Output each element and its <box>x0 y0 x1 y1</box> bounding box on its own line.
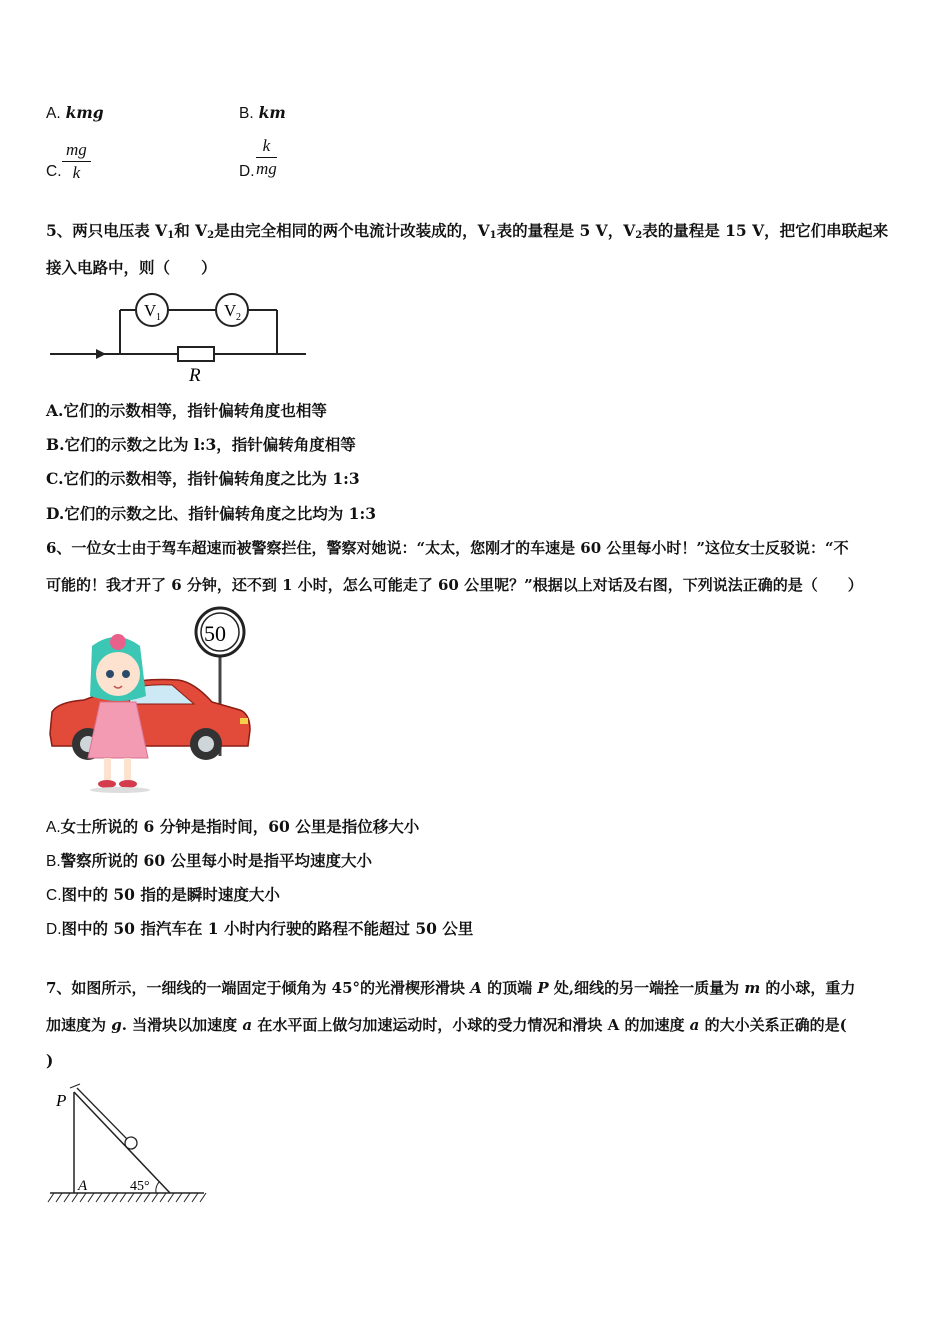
q7-wedge-diagram <box>46 1080 211 1210</box>
q6-illustration <box>44 606 254 798</box>
ball-icon <box>125 1137 137 1149</box>
fraction-denominator: mg <box>256 159 277 178</box>
option-value: km <box>258 103 286 122</box>
q5-option-a: A.它们的示数相等，指针偏转角度也相等 <box>46 401 327 420</box>
option-label: B. <box>239 105 254 122</box>
q4-option-c-label: C. <box>46 163 62 180</box>
q5-option-c: C.它们的示数相等，指针偏转角度之比为 1:3 <box>46 469 360 488</box>
v1-subscript: 1 <box>156 312 161 323</box>
label-p: P <box>56 1091 67 1110</box>
v2-subscript: 2 <box>236 312 241 323</box>
q6-option-d: D.图中的 50 指汽车在 1 小时内行驶的路程不能超过 50 公里 <box>46 919 474 938</box>
q7-stem-line1: 7、如图所示，一细线的一端固定于倾角为 45°的光滑楔形滑块 A 的顶端 P 处,细线的另一端拴一质量为 m 的小球，重力 <box>46 979 856 997</box>
option-value: kmg <box>65 103 104 122</box>
q7-stem-line3: ) <box>46 1051 54 1070</box>
q6-stem-line2: 可能的！我才开了 6 分钟，还不到 1 小时，怎么可能走了 60 公里呢？”根据以上对话及右图，下列说法正确的是（ ） <box>46 576 863 594</box>
q4-option-d-label: D. <box>239 163 255 180</box>
speed-sign-value: 50 <box>204 621 226 646</box>
v2-label: V <box>224 301 237 320</box>
v1-label: V <box>144 301 157 320</box>
resistor-label: R <box>189 365 201 386</box>
q6-stem-line1: 6、一位女士由于驾车超速而被警察拦住，警察对她说：“太太，您刚才的车速是 60 公里每小时！”这位女士反驳说：“不 <box>46 539 849 557</box>
q5-circuit-diagram <box>46 288 316 388</box>
label-a: A <box>78 1178 88 1194</box>
q5-stem-line2: 接入电路中，则（ ） <box>46 258 217 277</box>
q6-option-b: B.警察所说的 60 公里每小时是指平均速度大小 <box>46 851 373 870</box>
fraction-denominator: k <box>72 163 81 182</box>
fraction-numerator: mg <box>62 140 91 162</box>
q7-stem-line2: 加速度为 g. 当滑块以加速度 a 在水平面上做匀加速运动时，小球的受力情况和滑块 A 的加速度 a 的大小关系正确的是( <box>46 1016 847 1034</box>
q5-option-b: B.它们的示数之比为 l:3，指针偏转角度相等 <box>46 435 356 454</box>
q4-option-c-fraction <box>62 140 91 183</box>
label-angle: 45° <box>130 1179 150 1194</box>
q5-stem-line1: 5、两只电压表 $V_1$和 $V_2$是由完全相同的两个电流计改装成的，$V_1$表的量程是 5 V，$V_2$表的量程是 15 V，把它们串联起来 <box>46 221 889 241</box>
fraction-numerator: k <box>256 136 277 158</box>
q6-option-a: A.女士所说的 6 分钟是指时间，60 公里是指位移大小 <box>46 817 420 836</box>
q4-option-b <box>239 103 286 123</box>
q4-option-a <box>46 103 104 123</box>
q4-option-d-fraction <box>256 136 277 179</box>
q5-option-d: D.它们的示数之比、指针偏转角度之比均为 1:3 <box>46 504 376 523</box>
option-label: A. <box>46 105 61 122</box>
q6-option-c: C.图中的 50 指的是瞬时速度大小 <box>46 885 280 904</box>
